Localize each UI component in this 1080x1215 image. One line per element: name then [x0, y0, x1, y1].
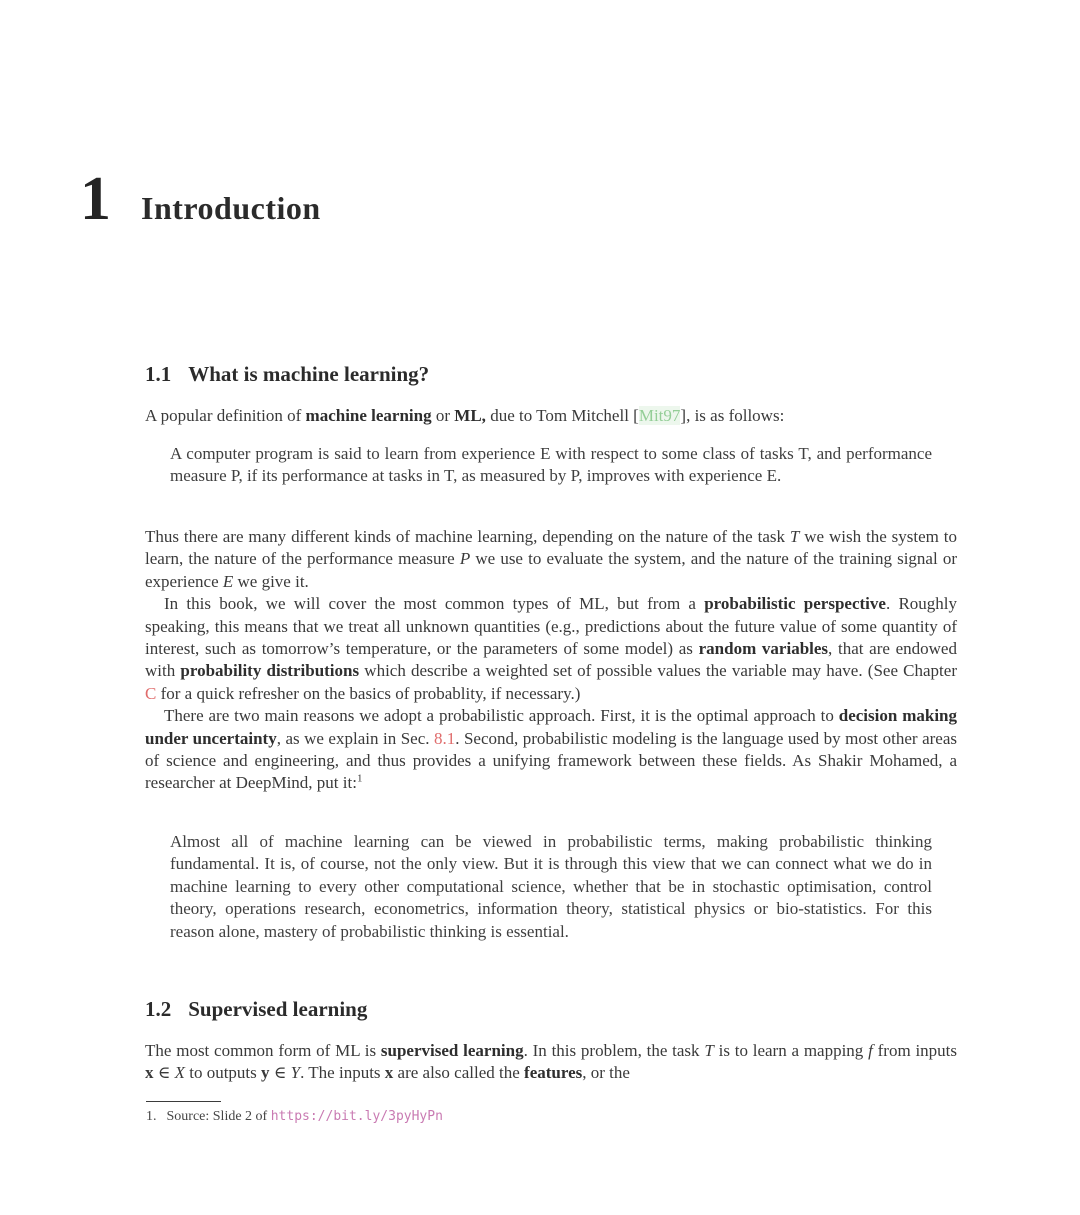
body-text: we give it.: [233, 571, 309, 591]
body-text: , as we explain in Sec.: [276, 728, 434, 748]
citation-link-mit97[interactable]: Mit97: [638, 406, 681, 425]
section-number: 1.2: [145, 997, 172, 1021]
math-var-T: T: [704, 1041, 714, 1060]
math-var-T: T: [789, 527, 800, 546]
bold-term-features: features: [524, 1063, 583, 1083]
footnote-url-link[interactable]: https://bit.ly/3pyHyPn: [270, 1109, 443, 1124]
paragraph-intro-definition: [145, 405, 957, 427]
paragraph-probabilistic-perspective: [145, 593, 957, 705]
bold-term-ml: ML,: [454, 406, 486, 425]
body-text: The most common form of ML is: [145, 1041, 381, 1060]
blockquote-mitchell-definition: [170, 443, 932, 488]
bold-term-probability-distributions: probability distributions: [180, 661, 360, 681]
body-text: In this book, we will cover the most common types of ML, but from a: [164, 594, 705, 614]
math-set-Y: Y: [290, 1063, 301, 1083]
math-var-E: E: [222, 571, 234, 591]
math-var-f: f: [868, 1041, 873, 1060]
body-text: from inputs: [872, 1041, 958, 1060]
footnote-rule: [146, 1101, 221, 1102]
bold-term-probabilistic-perspective: probabilistic perspective: [704, 594, 886, 614]
body-text: due to Tom Mitchell [: [485, 406, 639, 425]
bold-term-random-variables: random variables: [698, 639, 829, 659]
math-set-X: X: [174, 1063, 185, 1083]
body-text: ], is as follows:: [680, 406, 785, 425]
chapter-ref-link-c[interactable]: C: [145, 683, 157, 703]
section-heading-1-1: [145, 362, 429, 387]
chapter-number: 1: [80, 165, 111, 233]
bold-term-supervised-learning: supervised learning: [380, 1041, 524, 1060]
body-text: is to learn a mapping: [713, 1041, 869, 1060]
paragraph-two-reasons: [145, 705, 957, 795]
section-heading-1-2: [145, 997, 367, 1022]
body-text: . Second, probabilistic modeling is the language used by most other areas of science and engineering, and thus provides a unifying framework between these fields. As Shakir Mohamed, a researcher at DeepMind, put it:: [145, 728, 957, 793]
math-var-bold-x: x: [384, 1063, 394, 1083]
body-text: which describe a weighted set of possible values the variable may have. (See Chapter: [359, 661, 957, 681]
body-text: are also called the: [393, 1063, 525, 1083]
math-var-P: P: [459, 549, 471, 569]
footnote-number: 1.: [146, 1109, 157, 1124]
body-text: Thus there are many different kinds of machine learning, depending on the nature of the task: [145, 527, 790, 546]
body-text: for a quick refresher on the basics of probablity, if necessary.): [156, 683, 581, 703]
blockquote-text: Almost all of machine learning can be viewed in probabilistic terms, making probabilistic thinking fundamental. It is, of course, not the only view. But it is through this view that we can connect what we do in machine learning to every other computational science, whether that be in stochastic optimisation, control theory, operations research, econometrics, information theory, statistical physics or bio-statistics. For this reason alone, mastery of probabilistic thinking is essential.: [170, 832, 932, 941]
body-text: we use to evaluate the system, and the nature of the training signal or experience: [145, 549, 957, 591]
paragraph-group: [145, 526, 957, 795]
section-title: Supervised learning: [188, 997, 368, 1021]
body-text: we wish the system to learn, the nature of the performance measure: [145, 527, 957, 569]
body-text: , that are endowed with: [145, 639, 957, 681]
body-text: There are two main reasons we adopt a probabilistic approach. First, it is the optimal approach to: [164, 706, 839, 726]
blockquote-shakir-mohamed: [170, 831, 932, 943]
section-title: What is machine learning?: [188, 362, 430, 386]
body-text: . In this problem, the task: [523, 1041, 705, 1060]
footnote-marker-superscript: 1: [356, 772, 363, 785]
footnote-text: Source: Slide 2 of: [166, 1109, 271, 1124]
math-var-bold-x: x: [145, 1063, 154, 1083]
element-of-symbol: ∈: [269, 1063, 291, 1083]
paragraph-supervised-learning: [145, 1040, 957, 1085]
body-text: or: [431, 406, 455, 425]
footnote: [146, 1107, 958, 1126]
body-text: to outputs: [184, 1063, 262, 1083]
body-text: , or the: [582, 1063, 630, 1083]
math-var-bold-y: y: [261, 1063, 270, 1083]
body-text: . Roughly speaking, this means that we treat all unknown quantities (e.g., predictions about the future value of some quantity of interest, such as tomorrow’s temperature, or the parameters of some model) as: [145, 594, 958, 659]
bold-term-decision-making: decision making under uncertainty: [145, 706, 957, 748]
section-number: 1.1: [145, 362, 172, 386]
paragraph-kinds-of-ml: [145, 526, 957, 593]
chapter-title: Introduction: [141, 190, 321, 226]
paragraph-text: [145, 405, 957, 427]
element-of-symbol: ∈: [153, 1063, 175, 1083]
section-ref-link-8-1[interactable]: 8.1: [433, 728, 456, 748]
body-text: A popular definition of: [145, 406, 306, 425]
body-text: . The inputs: [300, 1063, 385, 1083]
chapter-heading: [80, 165, 321, 233]
bold-term-machine-learning: machine learning: [305, 406, 432, 425]
blockquote-text: A computer program is said to learn from experience E with respect to some class of tasks T, and performance measure P, if its performance at tasks in T, as measured by P, improves with experience E.: [170, 444, 932, 486]
paragraph-text: [145, 1040, 957, 1085]
